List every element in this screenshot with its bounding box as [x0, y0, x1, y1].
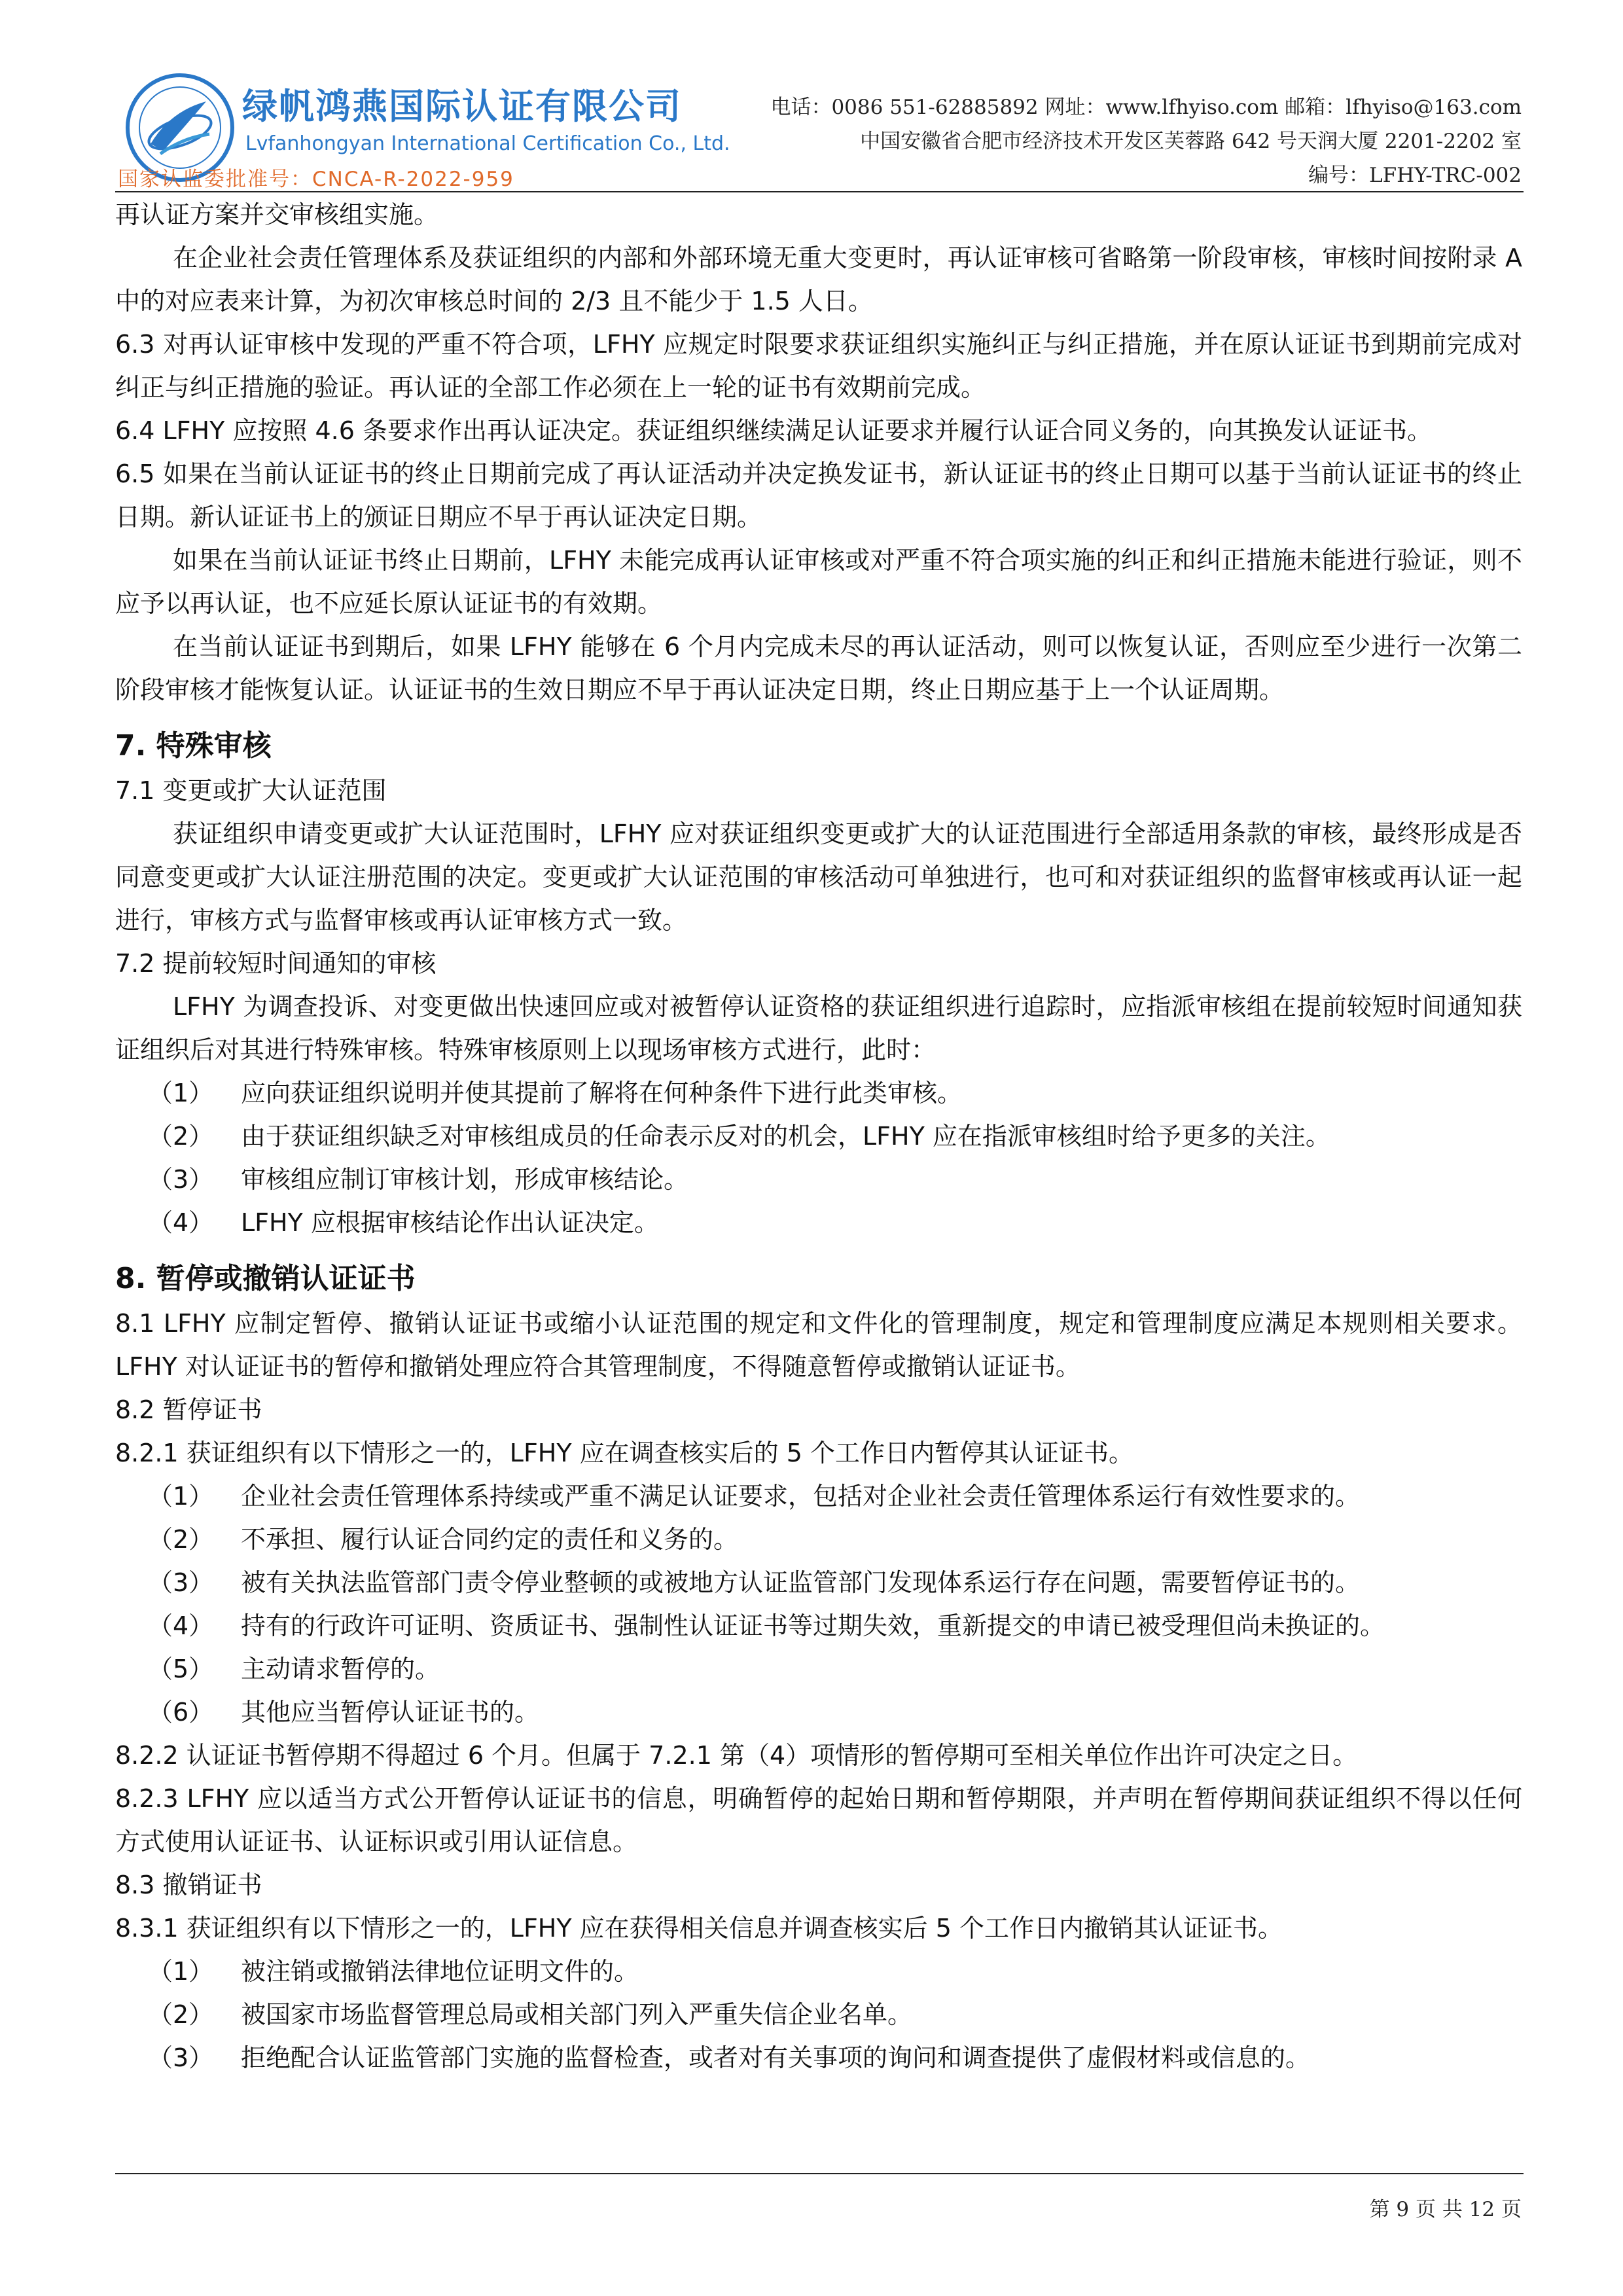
clause-8-2-2: 8.2.2 认证证书暂停期不得超过 6 个月。但属于 7.2.1 第（4）项情形的暂停期可至相关单位作出许可决定之日。 [115, 1741, 1358, 1770]
clause-6-4: 6.4 LFHY 应按照 4.6 条要求作出再认证决定。获证组织继续满足认证要求并履行认证合同义务的，向其换发认证证书。 [115, 416, 1433, 445]
paragraph: 在当前认证证书到期后，如果 LFHY 能够在 6 个月内完成未尽的再认证活动，则可以恢复认证，否则应至少进行一次第二阶段审核才能恢复认证。认证证书的生效日期应不早于再认证决定日期，终止日期应基于上一个认证周期。 [115, 632, 1522, 704]
list-item: （6） 其他应当暂停认证证书的。 [148, 1698, 540, 1727]
paragraph: 如果在当前认证证书终止日期前，LFHY 未能完成再认证审核或对严重不符合项实施的纠正和纠正措施未能进行验证，则不应予以再认证，也不应延长原认证证书的有效期。 [115, 546, 1522, 618]
list-8-3-1 [115, 1950, 1522, 2079]
footer-rule [115, 2173, 1524, 2174]
list-7-2 [115, 1071, 1522, 1244]
approval-number: 国家认监委批准号：CNCA-R-2022-959 [118, 168, 514, 191]
company-name-cn: 绿帆鸿燕国际认证有限公司 [242, 86, 682, 127]
clause-6-3: 6.3 对再认证审核中发现的严重不符合项，LFHY 应规定时限要求获证组织实施纠正与纠正措施，并在原认证证书到期前完成对纠正与纠正措施的验证。再认证的全部工作必须在上一轮的证书有效期前完成。 [115, 330, 1522, 402]
list-item: （1） 应向获证组织说明并使其提前了解将在何种条件下进行此类审核。 [148, 1079, 963, 1107]
contact-block [770, 90, 1522, 192]
clause-8-3-1: 8.3.1 获证组织有以下情形之一的，LFHY 应在获得相关信息并调查核实后 5 个工作日内撤销其认证证书。 [115, 1914, 1283, 1943]
list-item: （4） 持有的行政许可证明、资质证书、强制性认证证书等过期失效，重新提交的申请已被受理但尚未换证的。 [148, 1611, 1385, 1640]
clause-8-2-1: 8.2.1 获证组织有以下情形之一的，LFHY 应在调查核实后的 5 个工作日内暂停其认证证书。 [115, 1439, 1133, 1467]
list-item: （1） 被注销或撤销法律地位证明文件的。 [148, 1957, 639, 1986]
list-8-2-1 [115, 1475, 1522, 1734]
list-item: （2） 不承担、履行认证合同约定的责任和义务的。 [148, 1525, 739, 1554]
company-name-en: Lvfanhongyan International Certification Co., Ltd. [245, 132, 730, 155]
clause-8-1: 8.1 LFHY 应制定暂停、撤销认证证书或缩小认证范围的规定和文件化的管理制度，规定和管理制度应满足本规则相关要求。LFHY 对认证证书的暂停和撤销处理应符合其管理制度，不得随意暂停或撤销认证证书。 [115, 1309, 1522, 1381]
paragraph: 获证组织申请变更或扩大认证范围时，LFHY 应对获证组织变更或扩大的认证范围进行全部适用条款的审核，最终形成是否同意变更或扩大认证注册范围的决定。变更或扩大认证范围的审核活动可单独进行，也可和对获证组织的监督审核或再认证一起进行，审核方式与监督审核或再认证审核方式一致。 [115, 819, 1522, 935]
subsection-8-3: 8.3 撤销证书 [115, 1871, 262, 1899]
page-number: 第 9 页 共 12 页 [1369, 2198, 1522, 2221]
paragraph: 在企业社会责任管理体系及获证组织的内部和外部环境无重大变更时，再认证审核可省略第一阶段审核，审核时间按附录 A 中的对应表来计算，为初次审核总时间的 2/3 且不能少于 1.5 人日。 [115, 243, 1522, 315]
subsection-8-2: 8.2 暂停证书 [115, 1395, 262, 1424]
section-8-heading: 8. 暂停或撤销认证证书 [115, 1262, 416, 1295]
document-body [115, 193, 1522, 2079]
subsection-7-1: 7.1 变更或扩大认证范围 [115, 776, 387, 805]
contact-line: 电话：0086 551-62885892 网址：www.lfhyiso.com 邮箱：lfhyiso@163.com [770, 96, 1522, 119]
paragraph: LFHY 为调查投诉、对变更做出快速回应或对被暂停认证资格的获证组织进行追踪时，应指派审核组在提前较短时间通知获证组织后对其进行特殊审核。特殊审核原则上以现场审核方式进行，此时： [115, 992, 1522, 1064]
list-item: （3） 被有关执法监管部门责令停业整顿的或被地方认证监管部门发现体系运行存在问题，需要暂停证书的。 [148, 1568, 1361, 1597]
clause-6-5: 6.5 如果在当前认证证书的终止日期前完成了再认证活动并决定换发证书，新认证证书的终止日期可以基于当前认证证书的终止日期。新认证证书上的颁证日期应不早于再认证决定日期。 [115, 459, 1522, 531]
page-header [111, 65, 1522, 190]
list-item: （3） 拒绝配合认证监管部门实施的监督检查，或者对有关事项的询问和调查提供了虚假材料或信息的。 [148, 2043, 1311, 2072]
section-7-heading: 7. 特殊审核 [115, 729, 272, 762]
header-rule [115, 191, 1524, 192]
paragraph: 再认证方案并交审核组实施。 [115, 200, 439, 229]
list-item: （2） 由于获证组织缺乏对审核组成员的任命表示反对的机会，LFHY 应在指派审核组时给予更多的关注。 [148, 1122, 1330, 1151]
list-item: （1） 企业社会责任管理体系持续或严重不满足认证要求，包括对企业社会责任管理体系运行有效性要求的。 [148, 1482, 1361, 1511]
subsection-7-2: 7.2 提前较短时间通知的审核 [115, 949, 437, 978]
document-number: 编号：LFHY-TRC-002 [1308, 164, 1522, 187]
clause-8-2-3: 8.2.3 LFHY 应以适当方式公开暂停认证证书的信息，明确暂停的起始日期和暂停期限，并声明在暂停期间获证组织不得以任何方式使用认证证书、认证标识或引用认证信息。 [115, 1784, 1522, 1856]
list-item: （2） 被国家市场监督管理总局或相关部门列入严重失信企业名单。 [148, 2000, 913, 2029]
list-item: （3） 审核组应制订审核计划，形成审核结论。 [148, 1165, 689, 1194]
address-line: 中国安徽省合肥市经济技术开发区芙蓉路 642 号天润大厦 2201-2202 室 [860, 130, 1522, 153]
list-item: （4） LFHY 应根据审核结论作出认证决定。 [148, 1208, 659, 1237]
list-item: （5） 主动请求暂停的。 [148, 1655, 440, 1683]
